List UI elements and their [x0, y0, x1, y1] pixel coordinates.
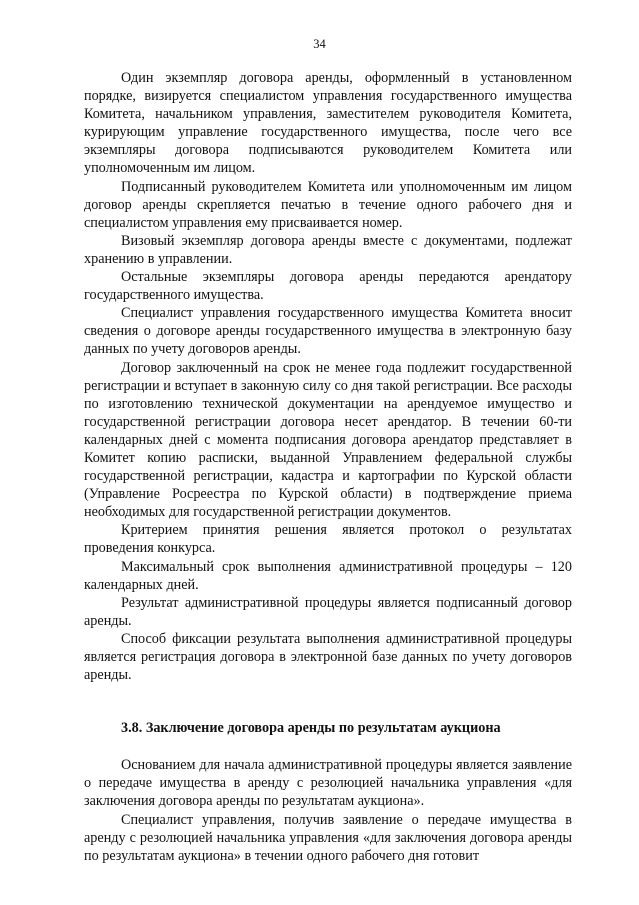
paragraph: Договор заключенный на срок не менее года подлежит государственной регистрации и вступает в законную силу со дня такой регистрации. Все расходы по изготовлению технической документации на арендуемое имущество и государственной регистрации договора несет арендатор. В течении 60-ти календарных дней с момента подписания договора арендатор представляет в Комитет копию расписки, выданной Управлением федеральной службы государственной регистрации, кадастра и картографии по Курской области (Управление Росреестра по Курской области) в подтверждение приема необходимых для государственной регистрации документов.	[84, 359, 572, 521]
paragraph: Специалист управления государственного имущества Комитета вносит сведения о договоре аренды государственного имущества в электронную базу данных по учету договоров аренды.	[84, 305, 572, 358]
paragraph: Визовый экземпляр договора аренды вместе с документами, подлежат хранению в управлении.	[84, 232, 572, 267]
document-body	[84, 69, 572, 865]
section-heading: 3.8. Заключение договора аренды по результатам аукциона	[121, 720, 501, 737]
paragraph: Один экземпляр договора аренды, оформленный в установленном порядке, визируется специалистом управления государственного имущества Комитета, начальником управления, заместителем руководителя Комитета, курирующим управление государственного имущества, после чего все экземпляры договора подписываются руководителем Комитета или уполномоченным им лицом.	[84, 70, 572, 177]
paragraph: Критерием принятия решения является протокол о результатах проведения конкурса.	[84, 522, 572, 557]
paragraph: Основанием для начала административной процедуры является заявление о передаче имущества в аренду с резолюцией начальника управления «для заключения договора аренды по результатам аукциона».	[84, 757, 572, 810]
paragraph: Остальные экземпляры договора аренды передаются арендатору государственного имущества.	[84, 269, 572, 304]
paragraph: Результат административной процедуры является подписанный договор аренды.	[84, 594, 572, 629]
paragraph: Максимальный срок выполнения административной процедуры – 120 календарных дней.	[84, 558, 572, 593]
paragraph: Подписанный руководителем Комитета или уполномоченным им лицом договор аренды скрепляется печатью в течение одного рабочего дня и специалистом управления ему присваивается номер.	[84, 178, 572, 231]
section-spacer	[84, 737, 572, 756]
paragraph: Способ фиксации результата выполнения административной процедуры является регистрация договора в электронной базе данных по учету договоров аренды.	[84, 630, 572, 684]
page-number: 34	[313, 37, 326, 51]
paragraph: Специалист управления, получив заявление о передаче имущества в аренду с резолюцией начальника управления «для заключения договора аренды по результатам аукциона» в течении одного рабочего дня готовит	[84, 811, 572, 864]
section-spacer	[84, 684, 572, 719]
